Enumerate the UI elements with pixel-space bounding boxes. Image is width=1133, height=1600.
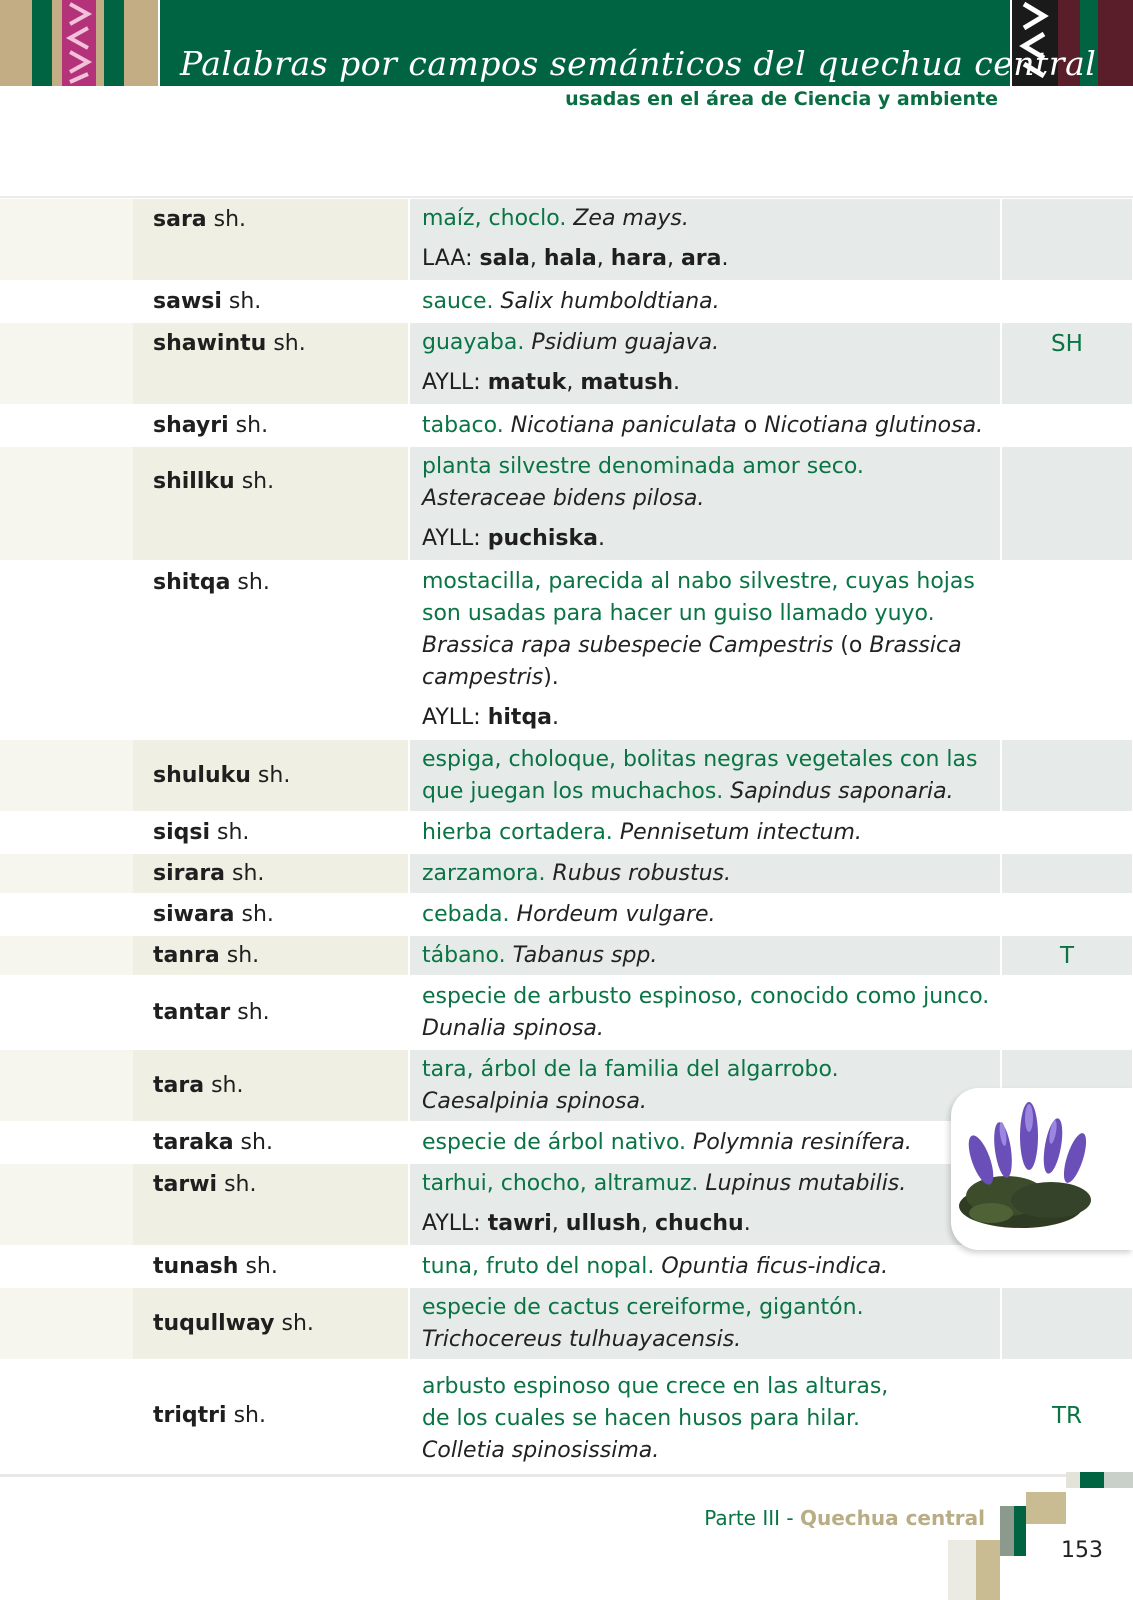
table-row: siwara sh. cebada. Hordeum vulgare. (153, 901, 716, 927)
table-row: tantar sh. especie de arbusto espinoso, conocido como junco. Dunalia spinosa. (153, 984, 990, 1041)
lupine-plant-illustration (951, 1088, 1133, 1250)
page-subtitle: usadas en el área de Ciencia y ambiente (565, 88, 998, 110)
plant-image-card (951, 1088, 1133, 1250)
section-letter: SH (1051, 331, 1083, 357)
footer-decor-square (1104, 1472, 1133, 1488)
table-row: tarwi sh. tarhui, chocho, altramuz. Lupinus mutabilis. AYLL: tawri, ullush, chuchu. (0, 1164, 1133, 1245)
table-row: shuluku sh. espiga, choloque, bolitas negras vegetales con las que juegan los muchachos. Sapindus saponaria. (0, 740, 1133, 811)
footer-decor-square (1026, 1492, 1066, 1524)
header-band-tan (124, 0, 158, 86)
table-row: shawintu sh. guayaba. Psidium guajava. AYLL: matuk, matush. SH (0, 323, 1133, 404)
zigzag-pattern-icon (62, 0, 96, 86)
section-letter: T (1059, 942, 1075, 969)
table-row: shayri sh. tabaco. Nicotiana paniculata o Nicotiana glutinosa. (153, 412, 984, 438)
page-number: 153 (1061, 1538, 1103, 1563)
table-row: sawsi sh. sauce. Salix humboldtiana. (153, 288, 720, 314)
header-band-tan (0, 0, 32, 86)
table-row: tara sh. tara, árbol de la familia del algarrobo. Caesalpinia spinosa. (0, 1050, 1133, 1121)
header-band-pattern (62, 0, 96, 86)
header-band-tan (52, 0, 62, 86)
header-band-green (104, 0, 124, 86)
table-row: triqtri sh. arbusto espinoso que crece en las alturas, de los cuales se hacen husos para hilar. Colletia spinosissima. TR (153, 1374, 1083, 1463)
table-row: tunash sh. tuna, fruto del nopal. Opuntia ficus-indica. (153, 1253, 889, 1279)
header-band-tan (96, 0, 104, 86)
table-row: tanra sh. tábano. Tabanus spp. T (0, 936, 1133, 975)
table-row: tuqullway sh. especie de cactus cereiforme, gigantón. Trichocereus tulhuayacensis. (0, 1288, 1133, 1359)
page-header (0, 0, 1133, 88)
section-letter: TR (1051, 1403, 1083, 1429)
glossary-table (0, 199, 1133, 1471)
footer-decor-square (976, 1540, 1000, 1600)
page-title: Palabras por campos semánticos del quechua central (180, 44, 1097, 83)
table-row: shitqa sh. mostacilla, parecida al nabo silvestre, cuyas hojas son usadas para hacer un guiso llamado yuyo. Brassica rapa subespecie Campestris (o Brassica campestris). AYLL: hitqa. (153, 569, 975, 730)
footer-decor-square (1014, 1506, 1026, 1556)
table-row: siqsi sh. hierba cortadera. Pennisetum intectum. (153, 819, 862, 845)
table-row: shillku sh. planta silvestre denominada amor seco. Asteraceae bidens pilosa. AYLL: puchiska. (0, 447, 1133, 560)
header-band-green (32, 0, 52, 86)
table-row: taraka sh. especie de árbol nativo. Polymnia resinífera. (153, 1129, 912, 1155)
table-row: sirara sh. zarzamora. Rubus robustus. (0, 854, 1133, 893)
footer-section-label: Parte III - Quechua central (704, 1506, 985, 1530)
table-row: sara sh. maíz, choclo. Zea mays. LAA: sala, hala, hara, ara. (0, 199, 1133, 280)
footer-decor-square (1080, 1472, 1104, 1488)
header-band-maroon (1098, 0, 1133, 86)
